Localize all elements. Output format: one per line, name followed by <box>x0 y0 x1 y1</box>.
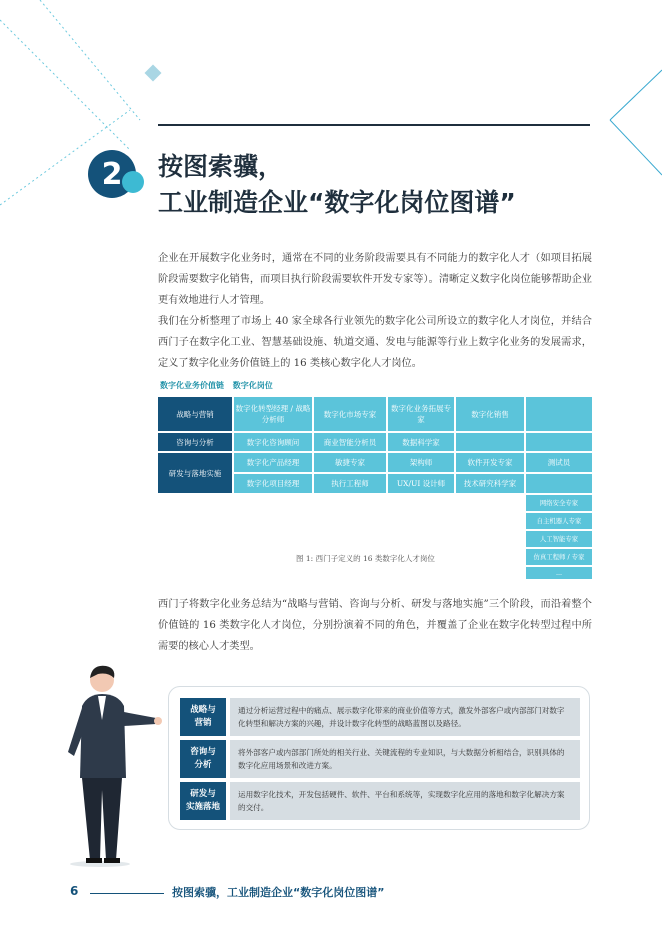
intro-paragraph-2: 我们在分析整理了市场上 40 家全球各行业领先的数字化公司所设立的数字化人才岗位，并结合西门子在数字化工业、智慧基础设施、轨道交通、发电与能源等行业上数字化业务的发展需求，定义了数字化业务价值链上的 16 类核心数字化人才岗位。 <box>158 316 592 369</box>
role-empty <box>526 433 592 451</box>
role-empty <box>526 397 592 431</box>
role-empty <box>456 433 524 451</box>
role-simulation: 仿真工程师 / 专家 <box>526 549 592 565</box>
role-data-scientist: 数据科学家 <box>388 433 454 451</box>
role-project-manager: 数字化项目经理 <box>234 474 312 493</box>
stage-rd: 研发与落地实施 <box>158 453 232 493</box>
role-research-scientist: 技术研究科学家 <box>456 474 524 493</box>
chart-header <box>160 380 279 391</box>
businessman-illustration <box>60 660 170 870</box>
role-ai-expert: 人工智能专家 <box>526 531 592 547</box>
role-product-manager: 数字化产品经理 <box>234 453 312 472</box>
figure-caption: 图 1: 西门子定义的 16 类数字化人才岗位 <box>296 554 435 563</box>
role-software-developer: 软件开发专家 <box>456 453 524 472</box>
role-digital-consultant: 数字化咨询顾问 <box>234 433 312 451</box>
section-number: 2 <box>88 150 136 198</box>
role-tester: 测试员 <box>526 453 592 472</box>
chart-header-chain: 数字化业务价值链 <box>160 381 224 390</box>
definition-text: 运用数字化技术，开发包括硬件、软件、平台和系统等，实现数字化应用的落地和数字化解决方案的交付。 <box>230 782 580 820</box>
stage-consulting: 咨询与分析 <box>158 433 232 451</box>
page-title-line2: 工业制造企业“数字化岗位图谱” <box>158 188 516 217</box>
page-number: 6 <box>70 884 79 898</box>
stage-strategy: 战略与营销 <box>158 397 232 431</box>
accent-dot <box>122 171 144 193</box>
definition-label: 研发与 实施落地 <box>180 782 226 820</box>
role-execution-engineer: 执行工程师 <box>314 474 386 493</box>
page-title-line1: 按图索骥， <box>158 152 284 181</box>
role-digital-sales: 数字化销售 <box>456 397 524 431</box>
definition-text: 将外部客户或内部部门所处的相关行业、关键流程的专业知识，与大数据分析相结合，识别具体的数字化应用场景和改进方案。 <box>230 740 580 778</box>
role-bi-analyst: 商业智能分析员 <box>314 433 386 451</box>
intro-paragraph-1: 企业在开展数字化业务时，通常在不同的业务阶段需要具有不同能力的数字化人才（如项目拓展阶段需要数字化销售，而项目执行阶段需要软件开发专家等）。清晰定义数字化岗位能够帮助企业更有效地进行人才管理。 <box>158 253 592 306</box>
chart-header-roles: 数字化岗位 <box>232 381 273 390</box>
role-more: ... <box>526 567 592 579</box>
definition-row-rd <box>180 782 580 820</box>
title-rule <box>158 124 590 126</box>
role-digital-marketing: 数字化市场专家 <box>314 397 386 431</box>
footer-title: 按图索骥，工业制造企业“数字化岗位图谱” <box>172 886 385 899</box>
footer-rule <box>90 893 164 894</box>
role-transformation-manager: 数字化转型经理 / 战略分析师 <box>234 397 312 431</box>
role-agile-expert: 敏捷专家 <box>314 453 386 472</box>
role-cybersecurity: 网络安全专家 <box>526 495 592 511</box>
definition-label: 咨询与 分析 <box>180 740 226 778</box>
diamond-icon <box>145 65 162 82</box>
definition-row-consulting <box>180 740 580 778</box>
summary-paragraph: 西门子将数字化业务总结为“战略与营销、咨询与分析、研发与落地实施”三个阶段，而沿着整个价值链的 16 类数字化人才岗位，分别扮演着不同的角色，并覆盖了企业在数字化转型过程中所需要的核心人才类型。 <box>158 599 592 652</box>
role-empty <box>526 474 592 493</box>
definition-text: 通过分析运营过程中的痛点、展示数字化带来的商业价值等方式，激发外部客户或内部部门对数字化转型和解决方案的兴趣，并设计数字化转型的战略蓝图以及路径。 <box>230 698 580 736</box>
role-business-development: 数字化业务拓展专家 <box>388 397 454 431</box>
definition-label: 战略与 营销 <box>180 698 226 736</box>
definition-row-strategy <box>180 698 580 736</box>
role-ux-designer: UX/UI 设计师 <box>388 474 454 493</box>
role-architect: 架构师 <box>388 453 454 472</box>
role-robotics: 自主机器人专家 <box>526 513 592 529</box>
